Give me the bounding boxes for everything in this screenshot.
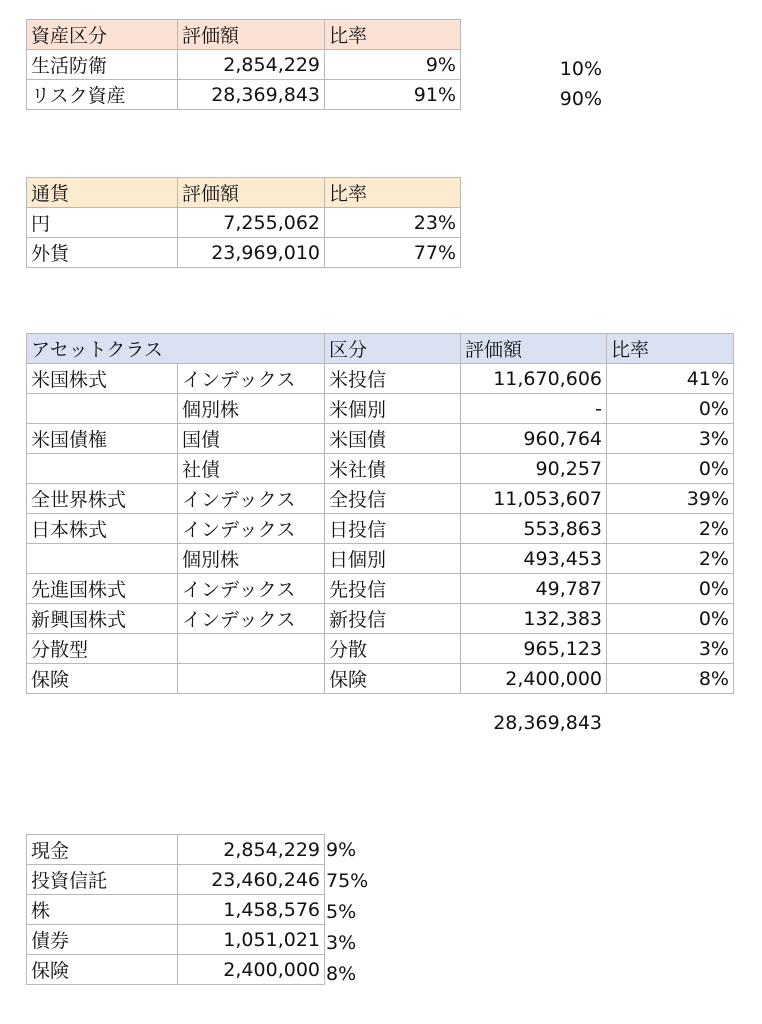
table-header-row	[27, 334, 734, 364]
ratio-cell: 91%	[325, 80, 461, 110]
amount-cell: 28,369,843	[178, 80, 325, 110]
asset-cell: 分散型	[27, 634, 178, 664]
type-cell: 個別株	[178, 394, 325, 424]
table-row	[27, 925, 325, 955]
table-row	[27, 895, 325, 925]
code-cell: 先投信	[325, 574, 461, 604]
amount-cell: 132,383	[461, 604, 607, 634]
table-row	[27, 955, 325, 985]
type-cell: インデックス	[178, 574, 325, 604]
asset-cell: 米国株式	[27, 364, 178, 394]
table-row	[27, 394, 734, 424]
target-ratio: 10%	[559, 58, 602, 80]
table-header-row	[27, 20, 461, 50]
type-cell: 社債	[178, 454, 325, 484]
type-cell: インデックス	[178, 364, 325, 394]
amount-cell: 23,969,010	[178, 238, 325, 268]
ratio-cell: 2%	[607, 544, 734, 574]
amount-cell: 965,123	[461, 634, 607, 664]
amount-cell: 11,670,606	[461, 364, 607, 394]
asset-cell: 日本株式	[27, 514, 178, 544]
row-label: 株	[27, 895, 178, 925]
amount-cell: 493,453	[461, 544, 607, 574]
amount-cell: 960,764	[461, 424, 607, 454]
header-cell: 区分	[325, 334, 461, 364]
table-row	[27, 208, 461, 238]
table-row	[27, 484, 734, 514]
header-cell: 資産区分	[27, 20, 178, 50]
code-cell: 日個別	[325, 544, 461, 574]
asset-class-table	[26, 333, 734, 694]
asset-cell: 米国債権	[27, 424, 178, 454]
amount-cell: 49,787	[461, 574, 607, 604]
code-cell: 分散	[325, 634, 461, 664]
code-cell: 米国債	[325, 424, 461, 454]
table-row	[27, 544, 734, 574]
amount-cell: 7,255,062	[178, 208, 325, 238]
asset-cell	[27, 394, 178, 424]
type-cell	[178, 634, 325, 664]
row-label: 円	[27, 208, 178, 238]
row-label: 債券	[27, 925, 178, 955]
ratio-cell: 0%	[607, 394, 734, 424]
type-cell: インデックス	[178, 484, 325, 514]
table-row	[27, 514, 734, 544]
header-cell: 評価額	[178, 20, 325, 50]
table-row	[27, 454, 734, 484]
row-label: 外貨	[27, 238, 178, 268]
ratio-cell: 39%	[607, 484, 734, 514]
ratio-label: 8%	[326, 963, 357, 985]
ratio-cell: 41%	[607, 364, 734, 394]
header-cell: アセットクラス	[27, 334, 325, 364]
ratio-cell: 2%	[607, 514, 734, 544]
row-label: 保険	[27, 955, 178, 985]
header-cell: 通貨	[27, 178, 178, 208]
amount-cell: 1,051,021	[178, 925, 325, 955]
amount-cell: 90,257	[461, 454, 607, 484]
table-row	[27, 238, 461, 268]
type-cell	[178, 664, 325, 694]
table-row	[27, 865, 325, 895]
amount-cell: 553,863	[461, 514, 607, 544]
code-cell: 日投信	[325, 514, 461, 544]
ratio-label: 9%	[326, 839, 357, 861]
amount-cell: 2,400,000	[461, 664, 607, 694]
asset-category-table	[26, 19, 461, 110]
ratio-label: 75%	[326, 870, 369, 892]
asset-cell: 新興国株式	[27, 604, 178, 634]
type-cell: 個別株	[178, 544, 325, 574]
ratio-label: 3%	[326, 932, 357, 954]
type-cell: インデックス	[178, 604, 325, 634]
ratio-cell: 3%	[607, 634, 734, 664]
asset-cell: 保険	[27, 664, 178, 694]
table-row	[27, 50, 461, 80]
row-label: 生活防衛	[27, 50, 178, 80]
target-ratio: 90%	[559, 88, 602, 110]
header-cell: 比率	[325, 20, 461, 50]
ratio-cell: 23%	[325, 208, 461, 238]
ratio-cell: 0%	[607, 454, 734, 484]
ratio-label: 5%	[326, 901, 357, 923]
code-cell: 全投信	[325, 484, 461, 514]
table-row	[27, 364, 734, 394]
amount-cell: -	[461, 394, 607, 424]
currency-table	[26, 177, 461, 268]
header-cell: 評価額	[178, 178, 325, 208]
amount-cell: 23,460,246	[178, 865, 325, 895]
code-cell: 新投信	[325, 604, 461, 634]
ratio-cell: 8%	[607, 664, 734, 694]
row-label: 現金	[27, 835, 178, 865]
amount-cell: 1,458,576	[178, 895, 325, 925]
asset-cell: 全世界株式	[27, 484, 178, 514]
ratio-cell: 3%	[607, 424, 734, 454]
ratio-cell: 0%	[607, 574, 734, 604]
ratio-cell: 0%	[607, 604, 734, 634]
amount-cell: 2,854,229	[178, 50, 325, 80]
type-cell: 国債	[178, 424, 325, 454]
table-row	[27, 80, 461, 110]
table-row	[27, 604, 734, 634]
row-label: リスク資産	[27, 80, 178, 110]
asset-cell	[27, 544, 178, 574]
table-row	[27, 664, 734, 694]
header-cell: 評価額	[461, 334, 607, 364]
table-header-row	[27, 178, 461, 208]
total-amount: 28,369,843	[493, 712, 602, 734]
amount-cell: 11,053,607	[461, 484, 607, 514]
amount-cell: 2,854,229	[178, 835, 325, 865]
code-cell: 保険	[325, 664, 461, 694]
code-cell: 米投信	[325, 364, 461, 394]
amount-cell: 2,400,000	[178, 955, 325, 985]
row-label: 投資信託	[27, 865, 178, 895]
header-cell: 比率	[325, 178, 461, 208]
header-cell: 比率	[607, 334, 734, 364]
type-cell: インデックス	[178, 514, 325, 544]
asset-type-table	[26, 834, 325, 985]
ratio-cell: 77%	[325, 238, 461, 268]
code-cell: 米個別	[325, 394, 461, 424]
table-row	[27, 574, 734, 604]
table-row	[27, 835, 325, 865]
code-cell: 米社債	[325, 454, 461, 484]
table-row	[27, 424, 734, 454]
asset-cell	[27, 454, 178, 484]
ratio-cell: 9%	[325, 50, 461, 80]
asset-cell: 先進国株式	[27, 574, 178, 604]
table-row	[27, 634, 734, 664]
